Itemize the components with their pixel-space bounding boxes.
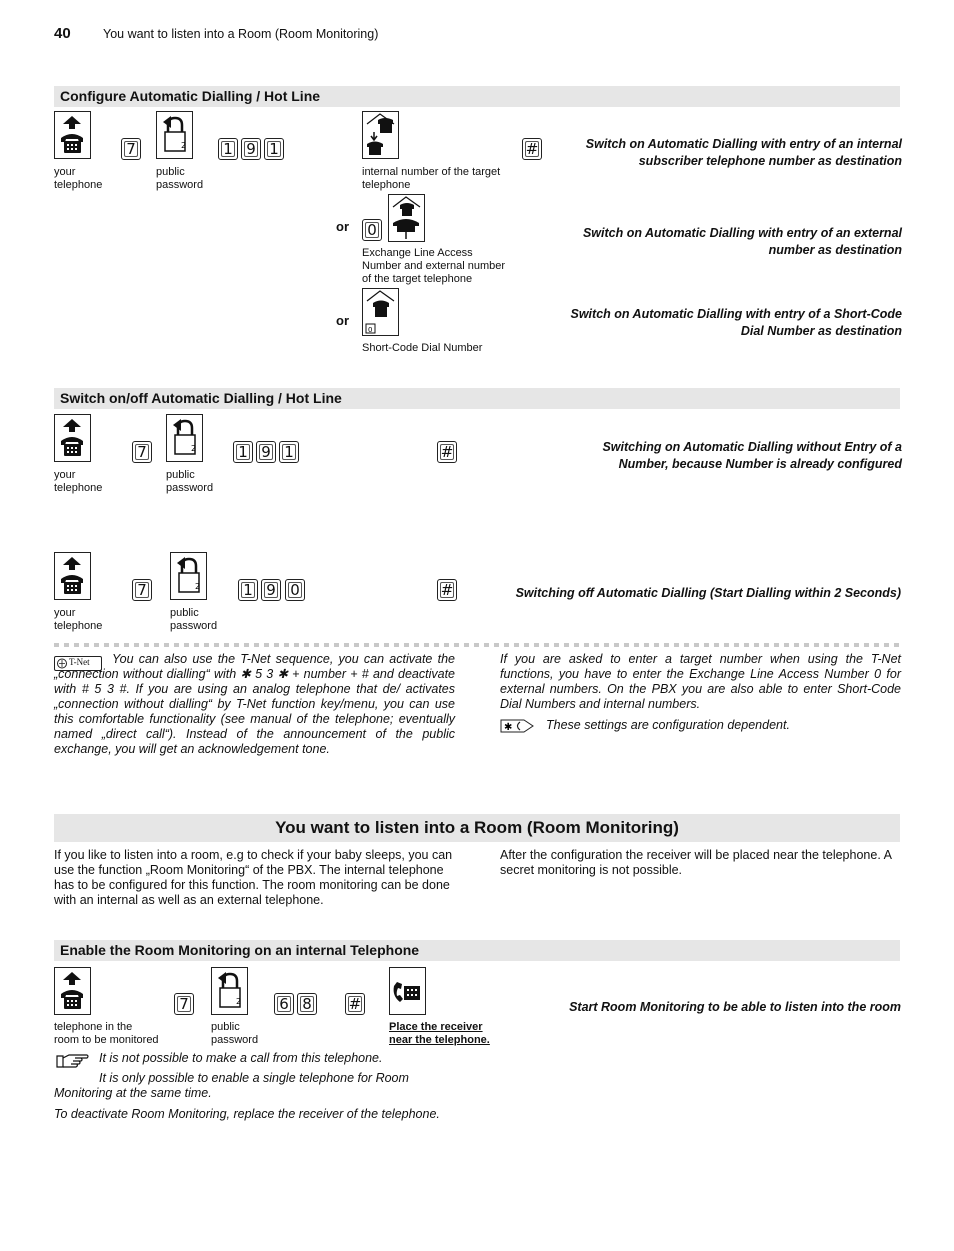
password-lock-icon: [170, 552, 207, 600]
description-short-code: Switch on Automatic Dialling with entry of a Short-Code Dial Number as destination: [570, 307, 902, 338]
key-7: 7: [132, 579, 152, 601]
main-title-bar: [54, 814, 900, 842]
svg-text:0: 0: [368, 326, 373, 334]
section-title: Switch on/off Automatic Dialling / Hot Line: [60, 390, 342, 406]
key-1: 1: [264, 138, 284, 160]
description-internal: Switch on Automatic Dialling with entry of an internal subscriber telephone number as destination: [585, 137, 902, 168]
key-7: 7: [121, 138, 141, 160]
caption-place-receiver: Place the receiver near the telephone.: [389, 1021, 490, 1046]
description-switch-on: Switching on Automatic Dialling without Entry of a Number, because Number is already configured: [602, 440, 902, 471]
key-7: 7: [132, 441, 152, 463]
svg-text:✱: ✱: [504, 722, 513, 733]
running-title: You want to listen into a Room (Room Monitoring): [103, 27, 379, 41]
dotted-divider: [54, 643, 900, 647]
receiver-off-hook-icon: [389, 967, 426, 1015]
caption-your-telephone: your telephone: [54, 166, 103, 191]
or-label: or: [336, 219, 349, 234]
or-label: or: [336, 313, 349, 328]
key-1: 1: [218, 138, 238, 160]
phone-icon: [54, 414, 91, 462]
key-hash: #: [345, 993, 365, 1015]
caption-internal-target: internal number of the target telephone: [362, 166, 501, 191]
phone-icon: [54, 111, 91, 159]
caption-your-telephone: your telephone: [54, 607, 103, 632]
main-title: You want to listen into a Room (Room Monitoring): [275, 818, 679, 837]
intro-right: After the configuration the receiver will be placed near the telephone. A secret monitoring is not possible.: [500, 848, 892, 877]
pointing-hand-icon: [55, 1052, 91, 1070]
description-external: Switch on Automatic Dialling with entry of an external number as destination: [582, 226, 902, 257]
key-0: 0: [285, 579, 305, 601]
password-lock-icon: [166, 414, 203, 462]
caption-exchange: Exchange Line Access Number and external number of the target telephone: [362, 247, 506, 285]
config-icon: [500, 719, 534, 733]
config-note: These settings are configuration dependent.: [546, 718, 790, 732]
section-title-bar: [54, 388, 900, 409]
caption-public-password: public password: [170, 607, 218, 632]
caption-public-password: public password: [156, 166, 204, 191]
phone-icon: [54, 967, 91, 1015]
key-hash: #: [522, 138, 542, 160]
caption-short-code: Short-Code Dial Number: [362, 342, 483, 354]
key-0: 0: [362, 219, 382, 241]
phone-icon: [54, 552, 91, 600]
key-hash: #: [437, 579, 457, 601]
key-7: 7: [174, 993, 194, 1015]
svg-text:2: 2: [181, 141, 187, 150]
tnet-note: You can also use the T-Net sequence, you can activate the „connection without dialling“ with ✱ 5 3 ✱ + number + # and deactivate with # 5 3 #. If you are using an analog telephone that de/ activates „connection without dialling“ by T-Net function key/menu, you can use this comfortable functionality (see manual of the telephone; eventually named „direct call“). Instead of the announcement of the public exchange, you will get an acknowledgement tone.: [54, 652, 455, 756]
key-9: 9: [261, 579, 281, 601]
key-1: 1: [233, 441, 253, 463]
caption-public-password: public password: [211, 1021, 259, 1046]
caption-phone-room: telephone in the room to be monitored: [54, 1021, 159, 1046]
page-number: 40: [54, 25, 71, 42]
section-title: Configure Automatic Dialling / Hot Line: [60, 88, 321, 104]
section-title-bar: [54, 86, 900, 107]
key-hash: #: [437, 441, 457, 463]
section-title-bar: [54, 940, 900, 961]
intro-left: If you like to listen into a room, e.g to check if your baby sleeps, you can use the function „Room Monitoring“ of the PBX. The internal telephone has to be configured for this function. The room monitoring can be done with an internal as well as an external telephone.: [54, 848, 453, 907]
room-note-3: To deactivate Room Monitoring, replace the receiver of the telephone.: [54, 1107, 440, 1121]
short-code-icon: [362, 288, 399, 336]
caption-public-password: public password: [166, 469, 214, 494]
room-note-2: It is only possible to enable a single telephone for Room Monitoring at the same time.: [54, 1071, 409, 1100]
key-9: 9: [241, 138, 261, 160]
description-switch-off: Switching off Automatic Dialling (Start Dialling within 2 Seconds): [515, 586, 901, 600]
room-note-1: It is not possible to make a call from this telephone.: [99, 1051, 383, 1065]
key-9: 9: [256, 441, 276, 463]
key-8: 8: [297, 993, 317, 1015]
external-telephone-icon: [388, 194, 425, 242]
svg-text:2: 2: [191, 444, 197, 453]
password-lock-icon: [156, 111, 193, 159]
caption-your-telephone: your telephone: [54, 469, 103, 494]
internal-telephone-icon: [362, 111, 399, 159]
password-lock-icon: [211, 967, 248, 1015]
svg-text:2: 2: [195, 582, 201, 591]
description-room-monitoring: Start Room Monitoring to be able to listen into the room: [569, 1000, 901, 1014]
svg-text:2: 2: [236, 997, 242, 1006]
key-1: 1: [238, 579, 258, 601]
key-1: 1: [279, 441, 299, 463]
key-6: 6: [274, 993, 294, 1015]
tnet-target-note: If you are asked to enter a target number when using the T-Net functions, you have to enter the Exchange Line Access Number 0 for external numbers. On the PBX you are also able to enter Short-Code Dial Numbers and internal numbers.: [500, 652, 901, 711]
section-title: Enable the Room Monitoring on an internal Telephone: [60, 942, 420, 958]
tnet-label: T-Net: [69, 657, 90, 667]
